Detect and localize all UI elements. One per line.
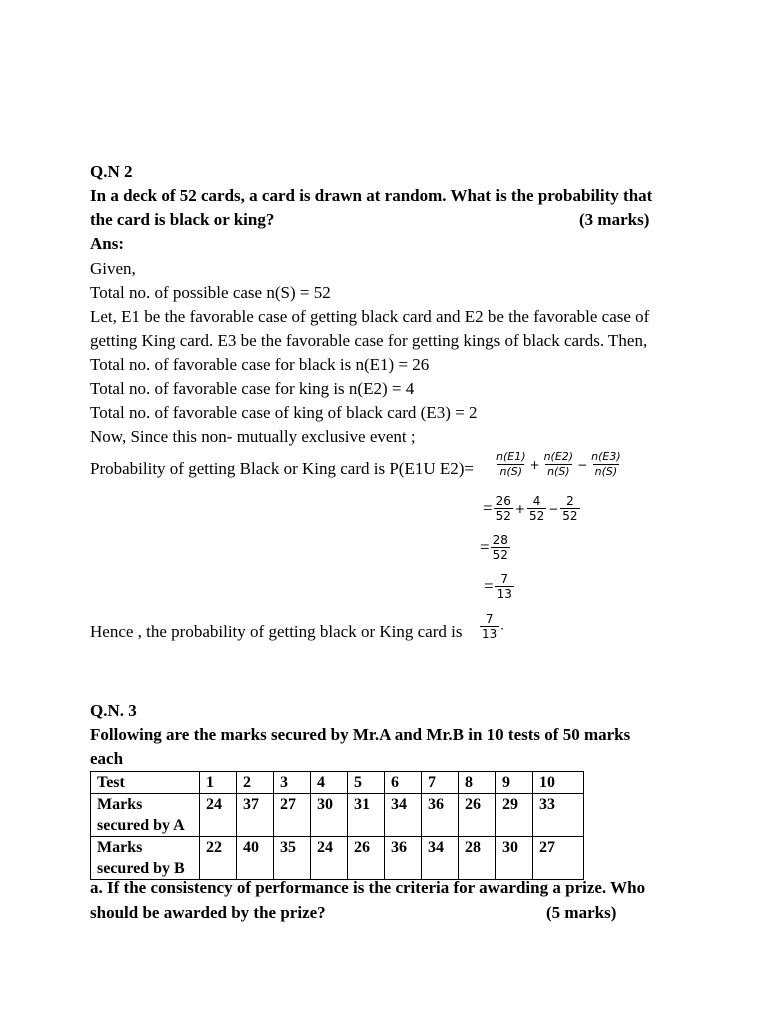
question-3-text-line2: each bbox=[90, 749, 124, 768]
table-cell: 4 bbox=[311, 772, 348, 794]
table-cell: 35 bbox=[274, 837, 311, 880]
probability-text: Probability of getting Black or King card is P(E1U E2)= bbox=[90, 459, 474, 478]
table-cell: Test bbox=[91, 772, 200, 794]
table-cell: 34 bbox=[422, 837, 459, 880]
table-cell: 29 bbox=[496, 794, 533, 837]
conclusion-text: Hence , the probability of getting black or King card is bbox=[90, 622, 463, 641]
table-cell: 28 bbox=[459, 837, 496, 880]
table-cell: 6 bbox=[385, 772, 422, 794]
table-cell: 26 bbox=[459, 794, 496, 837]
table-cell: 1 bbox=[200, 772, 237, 794]
table-cell: 36 bbox=[422, 794, 459, 837]
part-a-text-line1: a. If the consistency of performance is the criteria for awarding a prize. Who bbox=[90, 878, 646, 897]
table-cell: 8 bbox=[459, 772, 496, 794]
answer-label: Ans: bbox=[90, 234, 125, 253]
table-cell: 36 bbox=[385, 837, 422, 880]
question-3-label: Q.N. 3 bbox=[90, 701, 137, 720]
table-cell: 22 bbox=[200, 837, 237, 880]
question-3-text-line1: Following are the marks secured by Mr.A and Mr.B in 10 tests of 50 marks bbox=[90, 725, 631, 744]
answer-line: Given, bbox=[90, 259, 136, 278]
answer-line: Total no. of favorable case for black is n(E1) = 26 bbox=[90, 355, 430, 374]
table-cell: 26 bbox=[348, 837, 385, 880]
table-cell: 10 bbox=[533, 772, 584, 794]
table-cell: 37 bbox=[237, 794, 274, 837]
formula-step-2: = $\frac{28}{52}$ bbox=[480, 533, 508, 562]
answer-line: Total no. of possible case n(S) = 52 bbox=[90, 283, 331, 302]
answer-line: Now, Since this non- mutually exclusive event ; bbox=[90, 427, 416, 446]
table-cell: 30 bbox=[311, 794, 348, 837]
part-a-marks: (5 marks) bbox=[546, 903, 617, 922]
question-2-text-line2: the card is black or king? bbox=[90, 210, 275, 229]
table-cell: 27 bbox=[533, 837, 584, 880]
conclusion-fraction: $\frac{7}{13}$ . bbox=[482, 612, 504, 641]
table-cell: 9 bbox=[496, 772, 533, 794]
table-cell: 24 bbox=[311, 837, 348, 880]
probability-formula bbox=[493, 450, 624, 479]
answer-line: Total no. of favorable case of king of black card (E3) = 2 bbox=[90, 403, 478, 422]
answer-line: Let, E1 be the favorable case of getting black card and E2 be the favorable case of bbox=[90, 307, 650, 326]
formula-step-1: = $\frac{26}{52}$ + $\frac{4}{52}$ − $\frac{2}{52}$ bbox=[483, 494, 578, 523]
table-cell: 24 bbox=[200, 794, 237, 837]
fraction-ne2-ns: $\frac{n(E2)}{n(S)}$ bbox=[543, 450, 574, 478]
table-cell: 5 bbox=[348, 772, 385, 794]
table-cell: 3 bbox=[274, 772, 311, 794]
plus-sign: + bbox=[529, 457, 540, 472]
question-2-marks: (3 marks) bbox=[579, 210, 650, 229]
table-cell: 40 bbox=[237, 837, 274, 880]
marks-table bbox=[90, 771, 584, 880]
table-cell: 2 bbox=[237, 772, 274, 794]
answer-line: getting King card. E3 be the favorable case for getting kings of black cards. Then, bbox=[90, 331, 648, 350]
row-label-a: Marks secured by A bbox=[91, 794, 200, 837]
minus-sign: − bbox=[577, 457, 588, 472]
fraction-ne3-ns: $\frac{n(E3)}{n(S)}$ bbox=[591, 450, 621, 478]
question-2-text-line1: In a deck of 52 cards, a card is drawn at random. What is the probability that bbox=[90, 186, 653, 205]
formula-step-3: = $\frac{7}{13}$ bbox=[484, 572, 512, 601]
table-row-a bbox=[91, 794, 584, 837]
table-cell: 34 bbox=[385, 794, 422, 837]
answer-line: Total no. of favorable case for king is n(E2) = 4 bbox=[90, 379, 415, 398]
table-cell: 7 bbox=[422, 772, 459, 794]
table-cell: 30 bbox=[496, 837, 533, 880]
table-header-row bbox=[91, 772, 584, 794]
table-cell: 31 bbox=[348, 794, 385, 837]
table-cell: 33 bbox=[533, 794, 584, 837]
table-cell: 27 bbox=[274, 794, 311, 837]
part-a-text-line2: should be awarded by the prize? bbox=[90, 903, 326, 922]
question-2-label: Q.N 2 bbox=[90, 162, 133, 181]
table-row-b bbox=[91, 837, 584, 880]
fraction-ne1-ns: $\frac{n(E1)}{n(S)}$ bbox=[496, 450, 526, 478]
row-label-b: Marks secured by B bbox=[91, 837, 200, 880]
